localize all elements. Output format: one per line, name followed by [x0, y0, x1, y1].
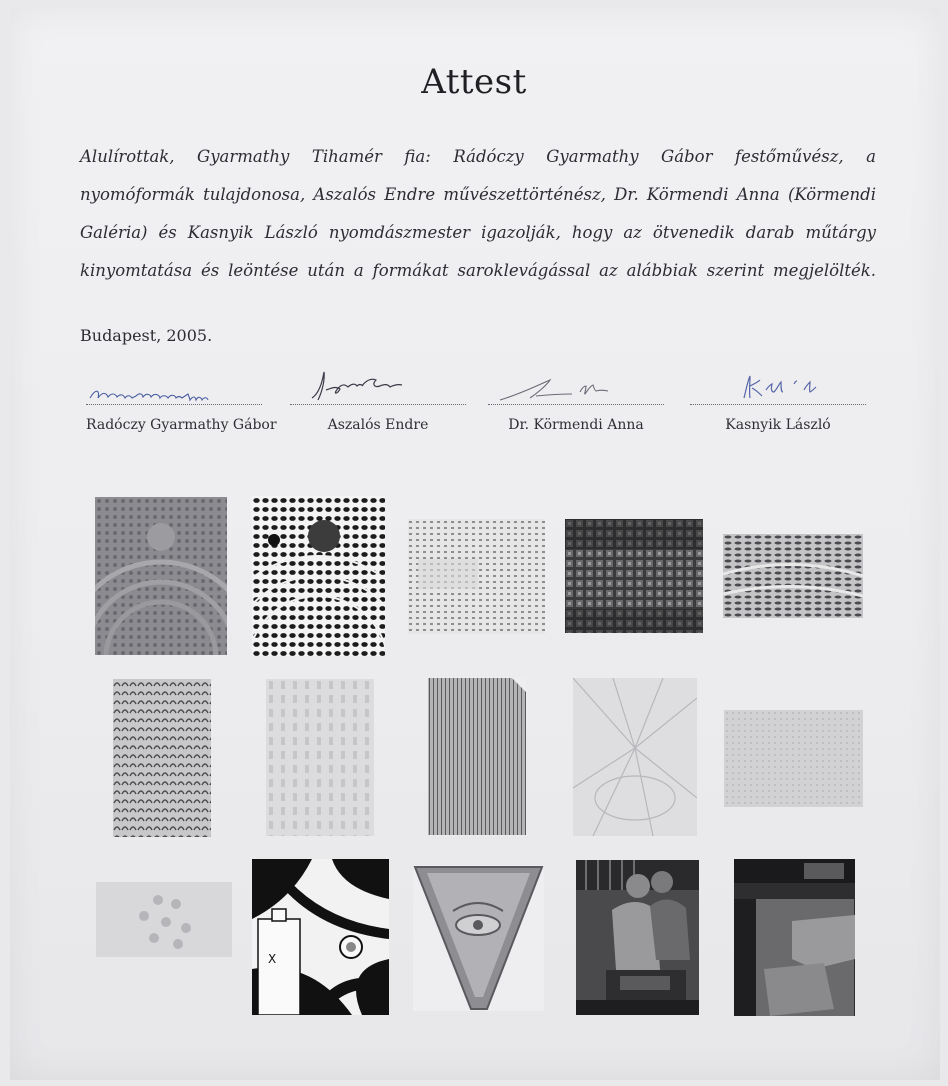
signature-line — [290, 368, 466, 405]
body-line: kinyomtatása és leöntése után a formákat saroklevágással az alábbiak szerint megjelölték. — [80, 261, 876, 280]
signatory-name: Kasnyik László — [725, 417, 831, 433]
print-plate-image — [252, 859, 389, 1015]
body-line: nyomóformák tulajdonosa, Aszalós Endre művészettörténész, Dr. Körmendi Anna (Körmendi — [80, 185, 876, 204]
signature-block — [488, 368, 664, 433]
body-line: Galéria) és Kasnyik László nyomdászmester igazolják, hogy az ötvenedik darab műtárgy — [80, 223, 876, 242]
signatory-name: Dr. Körmendi Anna — [508, 417, 644, 433]
signature-mark — [86, 368, 262, 404]
attest-body-text — [80, 138, 876, 290]
svg-text:X: X — [268, 952, 277, 966]
signature-mark — [488, 368, 664, 404]
signature-block — [690, 368, 866, 433]
signature-line — [86, 368, 262, 405]
document-title: Attest — [421, 62, 527, 102]
print-plate-image — [113, 679, 211, 837]
signature-block — [86, 368, 277, 433]
signatory-name: Radóczy Gyarmathy Gábor — [86, 417, 277, 433]
print-plate-image — [266, 679, 374, 836]
print-plate-image — [413, 865, 544, 1011]
print-plate-image — [96, 882, 232, 957]
print-plate-image — [408, 519, 545, 634]
signature-line — [690, 368, 866, 405]
print-plate-image — [428, 678, 526, 835]
press-photo — [734, 859, 855, 1016]
signature-mark — [290, 368, 466, 404]
place-date: Budapest, 2005. — [80, 326, 213, 345]
print-plate-image — [724, 710, 863, 807]
print-plate-image — [95, 497, 227, 655]
signature-block — [290, 368, 466, 433]
print-plate-image — [565, 519, 703, 633]
signature-line — [488, 368, 664, 405]
print-plate-image — [723, 534, 863, 618]
signatory-name: Aszalós Endre — [327, 417, 429, 433]
print-plate-image — [573, 678, 697, 836]
body-line: Alulírottak, Gyarmathy Tihamér fia: Rádóczy Gyarmathy Gábor festőművész, a — [80, 147, 876, 166]
workshop-photo — [576, 860, 699, 1015]
print-plate-image — [252, 496, 385, 656]
signature-mark — [690, 368, 866, 404]
